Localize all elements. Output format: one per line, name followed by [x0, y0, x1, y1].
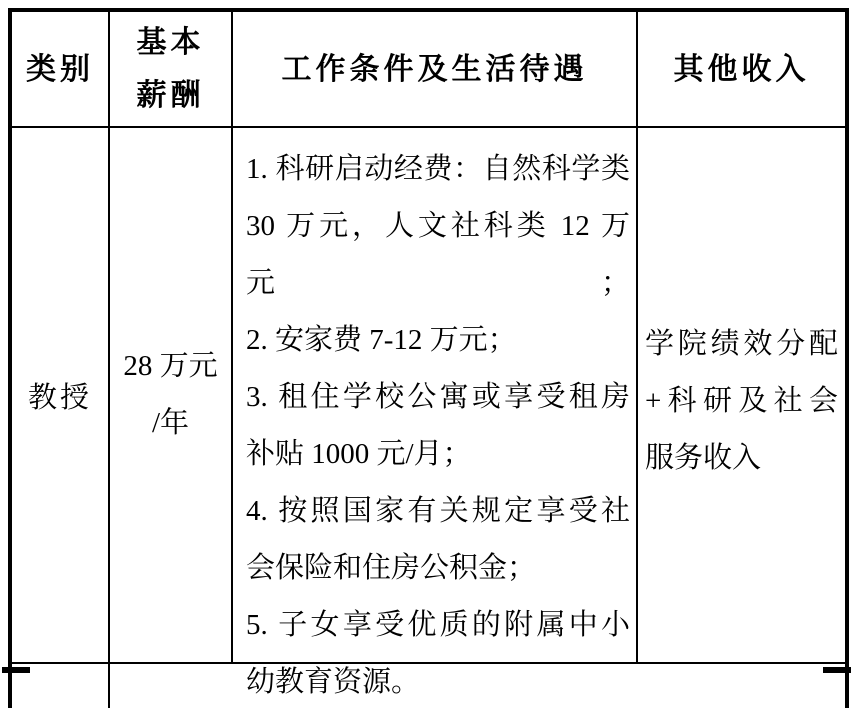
- next-row-stub: [638, 664, 845, 708]
- next-row-stub: [233, 664, 638, 708]
- salary-table: [8, 8, 849, 708]
- cell-other-income: [638, 128, 845, 664]
- benefit-line: 1. 科研启动经费：自然科学类: [246, 153, 630, 185]
- header-cell-other-income: [638, 12, 845, 128]
- header-base-salary-label: [137, 16, 205, 122]
- cell-base-salary: [110, 128, 233, 664]
- header-cell-base-salary: [110, 12, 233, 128]
- header-other-income-label: 其他收入: [673, 52, 810, 86]
- benefit-line: 会保险和住房公积金；: [246, 552, 537, 584]
- table-bottom-border-mark-left: [2, 667, 30, 673]
- header-base-salary-line2: 薪酬: [136, 79, 205, 112]
- benefit-line: 5. 子女享受优质的附属中小: [246, 609, 630, 641]
- cell-benefits: [233, 128, 638, 698]
- header-cell-conditions: [233, 12, 638, 128]
- category-value: 教授: [27, 381, 92, 414]
- table-bottom-border-mark-right: [823, 667, 851, 673]
- next-row-stub: [110, 664, 233, 708]
- header-category-label: 类别: [26, 52, 94, 86]
- salary-unit: /年: [151, 407, 190, 439]
- benefit-line: 2. 安家费 7-12 万元；: [246, 324, 517, 356]
- cell-category-professor: [12, 128, 110, 664]
- other-income-line: 服务收入: [645, 441, 762, 474]
- other-income-line: 学院绩效分配: [645, 327, 838, 360]
- header-conditions-label: 工作条件及生活待遇: [281, 52, 588, 86]
- header-base-salary-line1: 基本: [136, 26, 205, 59]
- benefit-line: 4. 按照国家有关规定享受社: [246, 495, 630, 527]
- benefit-line: 补贴 1000 元/月；: [246, 438, 472, 470]
- benefit-line: 3. 租住学校公寓或享受租房: [246, 381, 630, 413]
- salary-amount: 28 万元: [123, 350, 218, 382]
- other-income-line: +科研及社会: [645, 384, 838, 417]
- header-cell-category: [12, 12, 110, 128]
- benefit-line: 30 万元，人文社科类 12 万元；: [246, 210, 630, 299]
- benefit-line: 幼教育资源。: [246, 666, 421, 698]
